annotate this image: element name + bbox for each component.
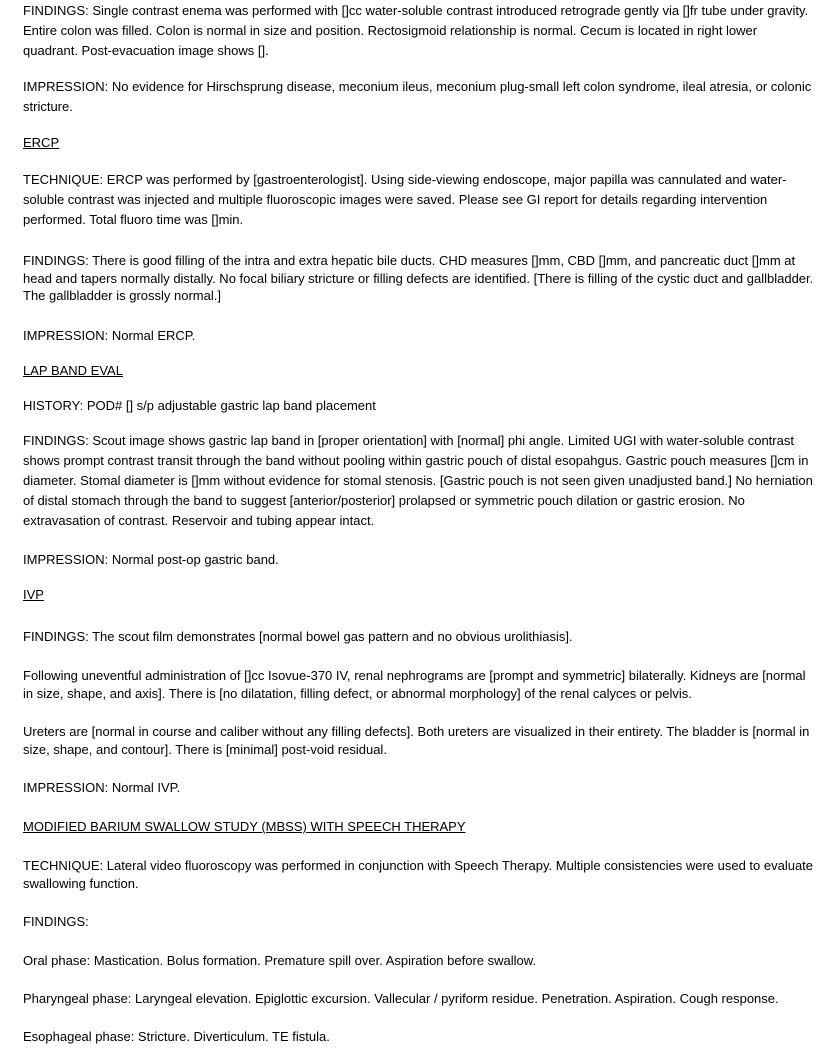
mbss-heading: MODIFIED BARIUM SWALLOW STUDY (MBSS) WITH SPEECH THERAPY bbox=[23, 819, 466, 834]
enema-impression-paragraph: IMPRESSION: No evidence for Hirschsprung disease, meconium ileus, meconium plug-small left colon syndrome, ileal atresia, or colonic stricture. bbox=[23, 79, 812, 114]
ivp-ureters-paragraph: Ureters are [normal in course and caliber without any filling defects]. Both ureters are visualized in their entirety. The bladder is [normal in size, shape, and contour]. There is [minimal] post-void residual. bbox=[23, 724, 810, 757]
enema-findings-paragraph: FINDINGS: Single contrast enema was performed with []cc water-soluble contrast introduced retrograde gently via []fr tube under gravity. Entire colon was filled. Colon is normal in size and position. Rectosigmoid relationship is normal. Cecum is located in right lower quadrant. Post-evacuation image shows []. bbox=[23, 3, 809, 58]
lapband-history-paragraph: HISTORY: POD# [] s/p adjustable gastric lap band placement bbox=[23, 398, 376, 413]
lapband-heading: LAP BAND EVAL bbox=[23, 363, 123, 378]
ercp-heading: ERCP bbox=[23, 135, 60, 150]
ercp-technique-paragraph: TECHNIQUE: ERCP was performed by [gastroenterologist]. Using side-viewing endoscope, major papilla was cannulated and water-soluble contrast was injected and multiple fluoroscopic images were saved. Please see GI report for details regarding intervention performed. Total fluoro time was []min. bbox=[23, 172, 787, 227]
ivp-heading: IVP bbox=[23, 587, 44, 602]
mbss-oral-phase-paragraph: Oral phase: Mastication. Bolus formation. Premature spill over. Aspiration before swallow. bbox=[23, 953, 537, 968]
ercp-findings-paragraph: FINDINGS: There is good filling of the intra and extra hepatic bile ducts. CHD measures []mm, CBD []mm, and pancreatic duct []mm at head and tapers normally distally. No focal biliary stricture or filling defects are identified. [There is filling of the cystic duct and gallbladder. The gallbladder is grossly normal.] bbox=[23, 253, 814, 303]
lapband-findings-paragraph: FINDINGS: Scout image shows gastric lap band in [proper orientation] with [normal] phi angle. Limited UGI with water-soluble contrast shows prompt contrast transit through the band without pooling within gastric pouch of distal esopahgus. Gastric pouch measures []cm in diameter. Stomal diameter is []mm without evidence for stomal stenosis. [Gastric pouch is not seen given unadjusted band.] No herniation of distal stomach through the band to suggest [anterior/posterior] prolapsed or symmetric pouch dilation or gastric erosion. No extravasation of contrast. Reservoir and tubing appear intact. bbox=[23, 433, 813, 528]
lapband-impression-paragraph: IMPRESSION: Normal post-op gastric band. bbox=[23, 552, 279, 567]
ivp-impression-paragraph: IMPRESSION: Normal IVP. bbox=[23, 780, 181, 795]
ercp-impression-paragraph: IMPRESSION: Normal ERCP. bbox=[23, 328, 196, 343]
mbss-esophageal-phase-paragraph: Esophageal phase: Stricture. Diverticulum. TE fistula. bbox=[23, 1029, 330, 1044]
mbss-pharyngeal-phase-paragraph: Pharyngeal phase: Laryngeal elevation. Epiglottic excursion. Vallecular / pyriform residue. Penetration. Aspiration. Cough response. bbox=[23, 991, 779, 1006]
ivp-findings-paragraph: FINDINGS: The scout film demonstrates [normal bowel gas pattern and no obvious urolithiasis]. bbox=[23, 629, 573, 644]
ivp-nephrograms-paragraph: Following uneventful administration of []cc Isovue-370 IV, renal nephrograms are [prompt and symmetric] bilaterally. Kidneys are [normal in size, shape, and axis]. There is [no dilatation, filling defect, or abnormal morphology] of the renal calyces or pelvis. bbox=[23, 668, 806, 701]
mbss-findings-label: FINDINGS: bbox=[23, 914, 89, 929]
mbss-technique-paragraph: TECHNIQUE: Lateral video fluoroscopy was performed in conjunction with Speech Therapy. Multiple consistencies were used to evaluate swallowing function. bbox=[23, 858, 814, 891]
